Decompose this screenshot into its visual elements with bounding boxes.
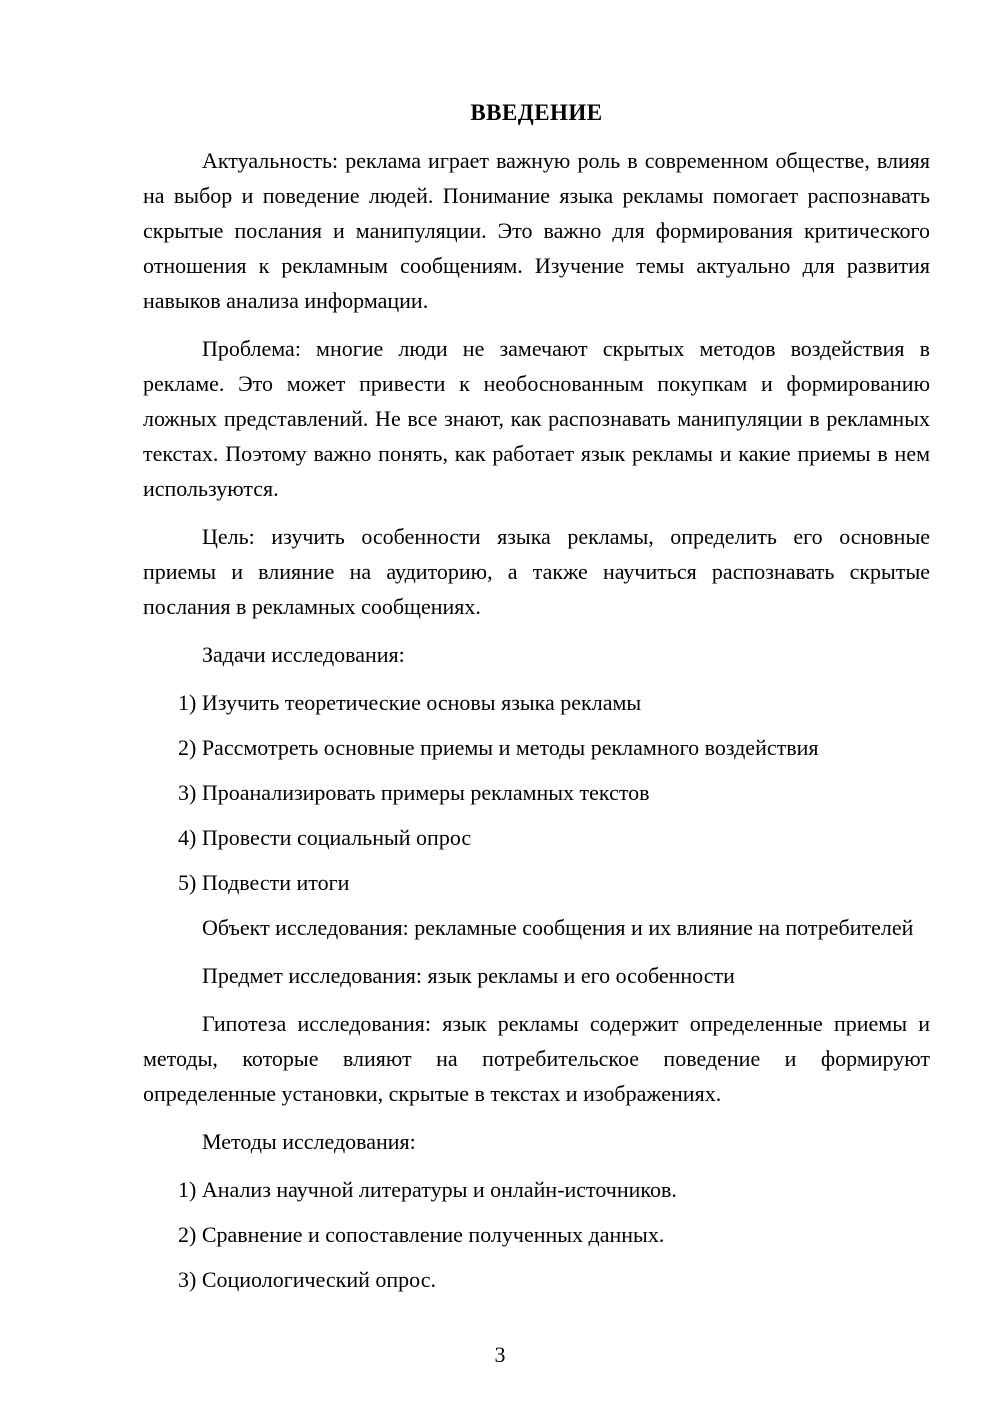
task-item-2: 2) Рассмотреть основные приемы и методы рекламного воздействия — [178, 735, 819, 760]
paragraph-problema: Проблема: многие люди не замечают скрытых методов воздействия в рекламе. Это может привести к необоснованным покупкам и формированию ложных представлений. Не все знают, как распознавать манипуляции в рекламных текстах. Поэтому важно понять, как работает язык рекламы и какие приемы в нем используются. — [143, 336, 930, 501]
methods-heading: Методы исследования: — [202, 1129, 416, 1154]
method-item-2: 2) Сравнение и сопоставление полученных данных. — [178, 1222, 665, 1247]
method-item-1: 1) Анализ научной литературы и онлайн-источников. — [178, 1177, 677, 1202]
task-item-3: 3) Проанализировать примеры рекламных текстов — [178, 780, 650, 805]
task-item-4: 4) Провести социальный опрос — [178, 825, 472, 850]
page-number: 3 — [494, 1342, 506, 1367]
paragraph-gipoteza: Гипотеза исследования: язык рекламы содержит определенные приемы и методы, которые влияют на потребительское поведение и формируют определенные установки, скрытые в текстах и изображениях. — [143, 1011, 930, 1106]
tasks-heading: Задачи исследования: — [202, 642, 405, 667]
page-title: ВВЕДЕНИЕ — [470, 100, 603, 125]
paragraph-aktualnost: Актуальность: реклама играет важную роль в современном обществе, влияя на выбор и поведение людей. Понимание языка рекламы помогает распознавать скрытые послания и манипуляции. Это важно для формирования критического отношения к рекламным сообщениям. Изучение темы актуально для развития навыков анализа информации. — [143, 148, 930, 313]
paragraph-tsel: Цель: изучить особенности языка рекламы, определить его основные приемы и влияние на аудиторию, а также научиться распознавать скрытые послания в рекламных сообщениях. — [143, 524, 930, 619]
paragraph-obekt: Объект исследования: рекламные сообщения и их влияние на потребителей — [202, 915, 914, 940]
method-item-3: 3) Социологический опрос. — [178, 1267, 436, 1292]
paragraph-predmet: Предмет исследования: язык рекламы и его особенности — [202, 963, 735, 988]
task-item-1: 1) Изучить теоретические основы языка рекламы — [178, 690, 642, 715]
task-item-5: 5) Подвести итоги — [178, 870, 350, 895]
